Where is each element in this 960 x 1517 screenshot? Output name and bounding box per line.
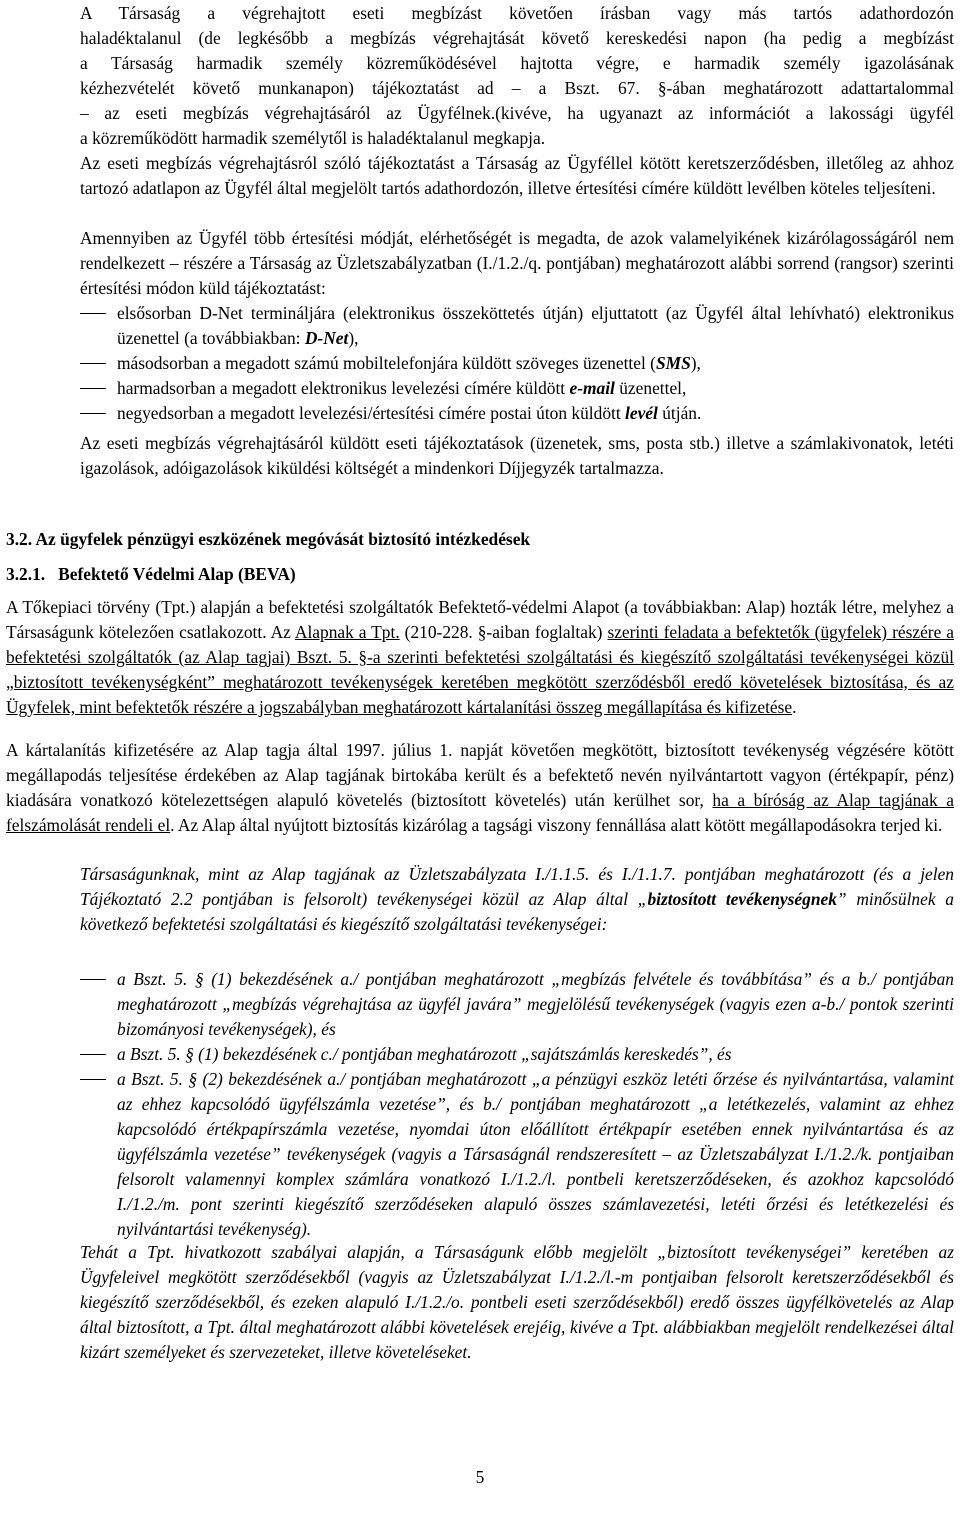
notification-order-paragraph <box>0 226 960 301</box>
intro-line-5: – az eseti megbízás végrehajtásáról az Ügyfélnek.(kivéve, ha ugyanazt az információt a lakossági ügyfél <box>80 103 954 123</box>
summary-paragraph: Tehát a Tpt. hivatkozott szabályai alapján, a Társaságunk előbb megjelölt „biztosított tevékenységei” keretében az Ügyfeleivel megkötött szerződésekből (vagyis az Üzletszabályzat I./1.2./l.-m pontjaiban felsorolt keretszerződésekből és kiegészítő szerződésekből, és ezeken alapuló I./1.2./o. pontbeli eseti szerződésekből) eredő összes ügyfélkövetelés az Alap által biztosított, a Tpt. által meghatározott alábbi követelések erejéig, kivéve a Tpt. alábbiakban megjelölt rendelkezései által kizárt személyeket és szervezeteket, illetve követeléseket. <box>80 1242 954 1362</box>
intro-paragraph <box>0 1 960 151</box>
notification-method-list <box>0 301 960 426</box>
list-item: a Bszt. 5. § (1) bekezdésének c./ pontjában meghatározott „sajátszámlás kereskedés”, és <box>117 1042 954 1067</box>
intro-line-2: haladéktalanul (de legkésőbb a megbízás végrehajtását követő kereskedési napon (ha pedig a megbízást <box>80 28 954 48</box>
section-heading-3-2: 3.2. Az ügyfelek pénzügyi eszközének megóvását biztosító intézkedések <box>6 529 531 549</box>
page-number: 5 <box>475 1467 485 1487</box>
list-item: másodsorban a megadott számú mobiltelefonjára küldött szöveges üzenettel (SMS), <box>117 351 954 376</box>
section-heading-3-2-1: 3.2.1. Befektető Védelmi Alap (BEVA) <box>6 564 296 584</box>
insured-activities-list <box>0 967 960 1242</box>
paragraph-text: Amennyiben az Ügyfél több értesítési módját, elérhetőségét is megadta, de azok valamelyikének kizárólagosságáról nem rendelkezett – részére a Társaság az Üzletszabályzatban (I./1.2./q. pontjában) meghatározott alábbi sorrend (rangsor) szerinti értesítési módon küld tájékoztatást: <box>80 228 954 298</box>
intro-line-3: a Társaság harmadik személy közreműködésével hajtotta végre, e harmadik személy igazolásának <box>80 53 954 73</box>
intro-line-1: A Társaság a végrehajtott eseti megbízást követően írásban vagy más tartós adathordozón <box>80 3 954 23</box>
costs-paragraph <box>0 431 960 481</box>
insured-activities-paragraph: Társaságunknak, mint az Alap tagjának az Üzletszabályzata I./1.1.5. és I./1.1.7. pontjában meghatározott (és a jelen Tájékoztató 2.2 pontjában is felsorolt) tevékenységei közül az Alap által „biztosított tevékenységnek” minősülnek a következő befektetési szolgáltatási és kiegészítő szolgáltatási tevékenységei: <box>80 864 954 934</box>
compensation-paragraph: A kártalanítás kifizetésére az Alap tagja által 1997. július 1. napját követően megkötött, biztosított tevékenység végzésére kötött megállapodás teljesítése érdekében az Alap tagjának birtokába került és a befektető nevén nyilvántartott vagyon (értékpapír, pénz) kiadására vonatkozó kötelezettségen alapuló követelés (biztosított követelés) után kerülhet sor, ha a bíróság az Alap tagjának a felszámolását rendeli el. Az Alap által nyújtott biztosítás kizárólag a tagsági viszony fennállása alatt kötött megállapodásokra terjed ki. <box>6 740 954 835</box>
paragraph-text: Az eseti megbízás végrehajtásáról küldött eseti tájékoztatások (üzenetek, sms, posta stb.) illetve a számlakivonatok, letéti igazolások, adóigazolások kiküldési költségét a mindenkori Díjjegyzék tartalmazza. <box>80 433 954 478</box>
list-item: a Bszt. 5. § (2) bekezdésének a./ pontjában meghatározott „a pénzügyi eszköz letéti őrzése és nyilvántartása, valamint az ehhez kapcsolódó ügyfélszámla vezetése”, és b./ pontjában meghatározott „a letétkezelés, valamint az ehhez kapcsolódó értékpapírszámla vezetése, nyomdai úton előállított értékpapír esetében ennek nyilvántartása és az ügyfélszámla vezetése” tevékenységek (vagyis a Társaságnál rendszeresített – az Üzletszabályzat I./1.2./k. pontjaiban felsorolt valamennyi komplex számlára vonatkozó I./1.2./l. pontbeli keretszerződéseken, és azokhoz kapcsolódó I./1.2./m. pont szerinti kiegészítő szerződéseken alapuló összes számlavezetési, letéti őrzési és letétkezelési és nyilvántartási tevékenység). <box>117 1067 954 1242</box>
paragraph-text: Az eseti megbízás végrehajtásról szóló tájékoztatást a Társaság az Ügyféllel kötött keretszerződésben, illetőleg az ahhoz tartozó adatlapon az Ügyfél által megjelölt tartós adathordozón, illetve értesítési címére küldött levélben köteles teljesíteni. <box>80 153 954 198</box>
intro-line-6: a közreműködött harmadik személytől is haladéktalanul megkapja. <box>80 128 546 148</box>
list-item: negyedsorban a megadott levelezési/értesítési címére postai úton küldött levél útján. <box>117 401 954 426</box>
list-item: a Bszt. 5. § (1) bekezdésének a./ pontjában meghatározott „megbízás felvétele és továbbítása” és a b./ pontjában meghatározott „megbízás végrehajtása az ügyfél javára” megjelölésű tevékenységek (vagyis ezen a-b./ pontok szerinti bizományosi tevékenységek), és <box>117 967 954 1042</box>
intro-line-4: kézhezvételét követő munkanapon) tájékoztatást ad – a Bszt. 67. §-ában meghatározott adattartalommal <box>80 78 954 98</box>
list-item: harmadsorban a megadott elektronikus levelezési címére küldött e-mail üzenettel, <box>117 376 954 401</box>
list-item: elsősorban D-Net termináljára (elektronikus összeköttetés útján) eljuttatott (az Ügyfél által lehívható) elektronikus üzenettel (a továbbiakban: D-Net), <box>117 301 954 351</box>
notification-paragraph <box>0 151 960 201</box>
beva-paragraph: A Tőkepiaci törvény (Tpt.) alapján a befektetési szolgáltatók Befektető-védelmi Alapot (a továbbiakban: Alap) hozták létre, melyhez a Társaságunk kötelezően csatlakozott. Az Alapnak a Tpt. (210-228. §-aiban foglaltak) szerinti feladata a befektetők (ügyfelek) részére a befektetési szolgáltatók (az Alap tagjai) Bszt. 5. §-a szerinti befektetési szolgáltatási és kiegészítő szolgáltatási tevékenységei közül „biztosított tevékenységként” meghatározott tevékenységek keretében megkötött szerződésből eredő követelések biztosítása, és az Ügyfelek, mint befektetők részére a jogszabályban meghatározott kártalanítási összeg megállapítása és kifizetése. <box>6 597 954 717</box>
